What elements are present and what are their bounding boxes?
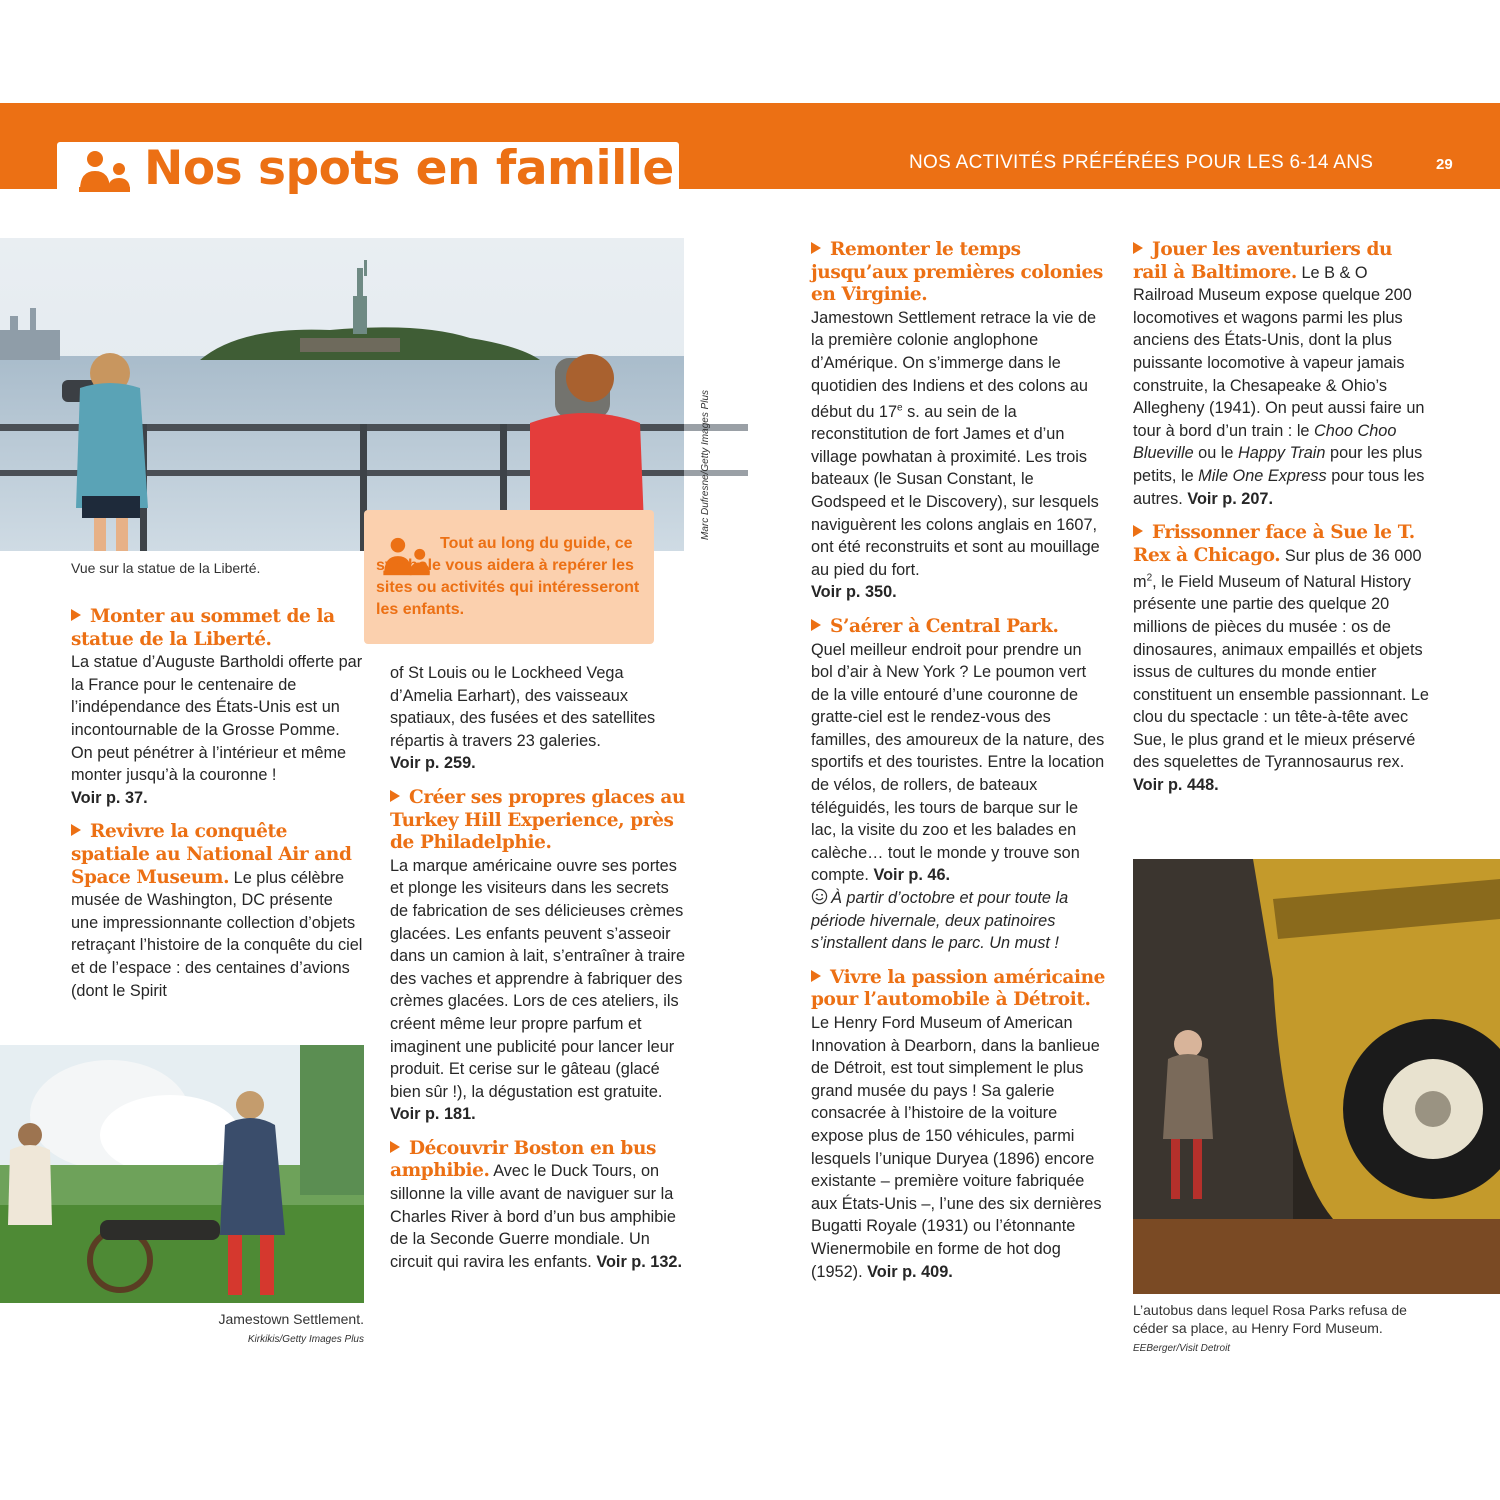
entry-detroit — [811, 967, 1107, 1283]
jamestown-credit: Kirkikis/Getty Images Plus — [247, 1334, 364, 1345]
page-reference: Voir p. 132. — [596, 1252, 682, 1271]
page-reference: Voir p. 259. — [390, 754, 476, 773]
entry-body: Quel meilleur endroit pour prendre un bol d’air à New York ? Le poumon vert de la ville entouré d’une couronne de gratte-ciel est le rendez-vous des familles, des amoureux de la nature, des sportifs et des touristes. Entre la location de vélos, de rollers, de bateaux téléguidés, les tours de barque sur le lac, la visite du zoo et les balades en calèche… tout le monde y trouve son compte. — [811, 640, 1105, 885]
arrow-icon — [390, 1141, 400, 1153]
column-1 — [71, 606, 363, 1014]
arrow-icon — [1133, 525, 1143, 537]
entry-turkey-hill — [390, 787, 688, 1126]
arrow-icon — [390, 790, 400, 802]
entry-chicago — [1133, 522, 1429, 797]
page-reference: Voir p. 37. — [71, 788, 148, 807]
entry-heading: Découvrir Boston en bus amphibie. — [390, 1137, 657, 1182]
column-2 — [390, 662, 688, 1285]
smiley-icon — [811, 888, 828, 905]
liberty-caption: Vue sur la statue de la Liberté. — [71, 560, 261, 576]
entry-heading: Monter au sommet de la statue de la Liberté. — [71, 606, 335, 650]
arrow-icon — [811, 242, 821, 254]
page-reference: Voir p. 46. — [873, 866, 951, 885]
entry-heading: Frissonner face à Sue le T. Rex à Chicago. — [1133, 522, 1415, 566]
entry-baltimore — [1133, 239, 1429, 510]
column-4 — [1133, 239, 1429, 809]
entry-body: Le plus célèbre musée de Washington, DC présente une impressionnante collection d’objets retraçant l’histoire de la conquête du ciel et de l’espace : des centaines d’avions (dont le Spirit — [71, 868, 363, 1000]
liberty-photo — [0, 238, 748, 551]
entry-body: La statue d’Auguste Bartholdi offerte par la France pour le centenaire de l’indépendance des États-Unis est un incontournable de la Grosse Pomme. On peut pénétrer à l’intérieur et même monter jusqu’à la couronne ! — [71, 653, 363, 785]
entry-body: Jamestown Settlement retrace la vie de la première colonie anglophone d’Amérique. On s’immerge dans le quotidien des Indiens et des colons au début du 17e s. au sein de la reconstitution de fort James et d’un village powhatan à proximité. Les trois bateaux (le Susan Constant, le Godspeed et le Discovery), sur lesquels naviguèrent les colons anglais en 1607, ont été reconstruits et sont au mouillage au pied du fort. — [811, 308, 1100, 579]
entry-air-space-cont — [390, 662, 688, 775]
entry-body: La marque américaine ouvre ses portes et plonge les visiteurs dans les secrets de fabrication de ses délicieuses crèmes glacées. Les enfants peuvent s’asseoir dans un camion à lait, s’entraîner à traire des vaches et apprendre à fabriquer des crèmes glacées. Lors de ces ateliers, ils créent même leur propre parfum et imaginent une publicité pour lancer leur produit. Et cerise sur le gâteau (glacé bien sûr !), la dégustation est gratuite. — [390, 856, 686, 1101]
entry-body: Le B & O Railroad Museum expose quelque 200 locomotives et wagons parmi les plus anciens des États-Unis, dont la plus puissante locomotive à vapeur jamais construite, la Chesapeake & Ohio’s Allegheny (1941). On peut aussi faire un tour à bord d’un train : le Choo Choo Blueville ou le Happy Train pour les plus petits, le Mile One Express pour tous les autres. — [1133, 263, 1425, 508]
page-reference: Voir p. 409. — [867, 1262, 953, 1281]
entry-heading: S’aérer à Central Park. — [811, 616, 1059, 637]
arrow-icon — [71, 609, 81, 621]
arrow-icon — [1133, 242, 1143, 254]
callout-text: Tout au long du guide, ce symbole vous aidera à repérer les sites ou activités qui intéresseront les enfants. — [376, 535, 640, 618]
page-reference: Voir p. 448. — [1133, 776, 1219, 795]
arrow-icon — [71, 824, 81, 836]
page-number: 29 — [1436, 156, 1453, 173]
entry-air-space — [71, 821, 363, 1002]
entry-liberte — [71, 606, 363, 809]
arrow-icon — [811, 970, 821, 982]
entry-virginie — [811, 239, 1107, 604]
page-reference: Voir p. 207. — [1187, 489, 1273, 508]
jamestown-caption: Jamestown Settlement. Kirkikis/Getty Images Plus — [218, 1311, 364, 1345]
page-reference: Voir p. 350. — [811, 583, 897, 602]
section-subtitle: NOS ACTIVITÉS PRÉFÉRÉES POUR LES 6-14 ANS — [909, 152, 1374, 173]
entry-heading: Remonter le temps jusqu’aux premières colonies en Virginie. — [811, 239, 1103, 306]
entry-body: Avec le Duck Tours, on sillonne la ville avant de naviguer sur la Charles River à bord d’un bus amphibie de la Seconde Guerre mondiale. Un circuit qui ravira les enfants. — [390, 1162, 676, 1271]
family-icon — [78, 150, 132, 194]
bus-photo — [1133, 859, 1500, 1294]
page-title: Nos spots en famille — [144, 141, 674, 196]
entry-heading: Jouer les aventuriers du rail à Baltimore. — [1133, 239, 1393, 283]
entry-heading: Créer ses propres glaces au Turkey Hill Experience, près de Philadelphie. — [390, 786, 686, 854]
column-3 — [811, 239, 1107, 1295]
entry-heading: Vivre la passion américaine pour l’automobile à Détroit. — [811, 966, 1106, 1011]
bus-caption: L’autobus dans lequel Rosa Parks refusa de céder sa place, au Henry Ford Museum. EEBerger/Visit Detroit — [1133, 1302, 1407, 1354]
arrow-icon — [811, 619, 821, 631]
entry-boston — [390, 1138, 688, 1274]
entry-heading: Revivre la conquête spatiale au National Air and Space Museum. — [71, 821, 352, 888]
entry-body: of St Louis ou le Lockheed Vega d’Amelia Earhart), des vaisseaux spatiaux, des fusées et des satellites répartis à travers 23 galeries. — [390, 664, 656, 750]
bus-credit: EEBerger/Visit Detroit — [1133, 1343, 1231, 1354]
liberty-credit: Marc Dufresne/Getty Images Plus — [700, 389, 711, 540]
page-reference: Voir p. 181. — [390, 1105, 476, 1124]
entry-body: Sur plus de 36 000 $m^2$, le Field Museum of Natural History présente une partie des quelque 20 millions de pièces du musée : os de dinosaures, animaux empaillés et objets issus de cultures du monde entier constituent un ensemble passionnant. Le clou du spectacle : un tête-à-tête avec Sue, le plus grand et le mieux préservé des squelettes de Tyrannosaurus rex. — [1133, 546, 1429, 772]
tip-note: À partir d’octobre et pour toute la période hivernale, deux patinoires s’installent dans le parc. Un must ! — [811, 889, 1069, 953]
entry-central-park — [811, 616, 1107, 955]
jamestown-photo — [0, 1045, 364, 1303]
entry-body: Le Henry Ford Museum of American Innovation à Dearborn, dans la banlieue de Détroit, est tout simplement le plus grand musée du pays ! Sa galerie consacrée à l’histoire de la voiture expose plus de 150 véhicules, parmi lesquels l’unique Duryea (1896) encore existante – première voiture fabriquée aux États-Unis –, l’une des six dernières Bugatti Royale (1931) ou l’étonnante Wienermobile en forme de hot dog (1952). — [811, 1014, 1102, 1281]
